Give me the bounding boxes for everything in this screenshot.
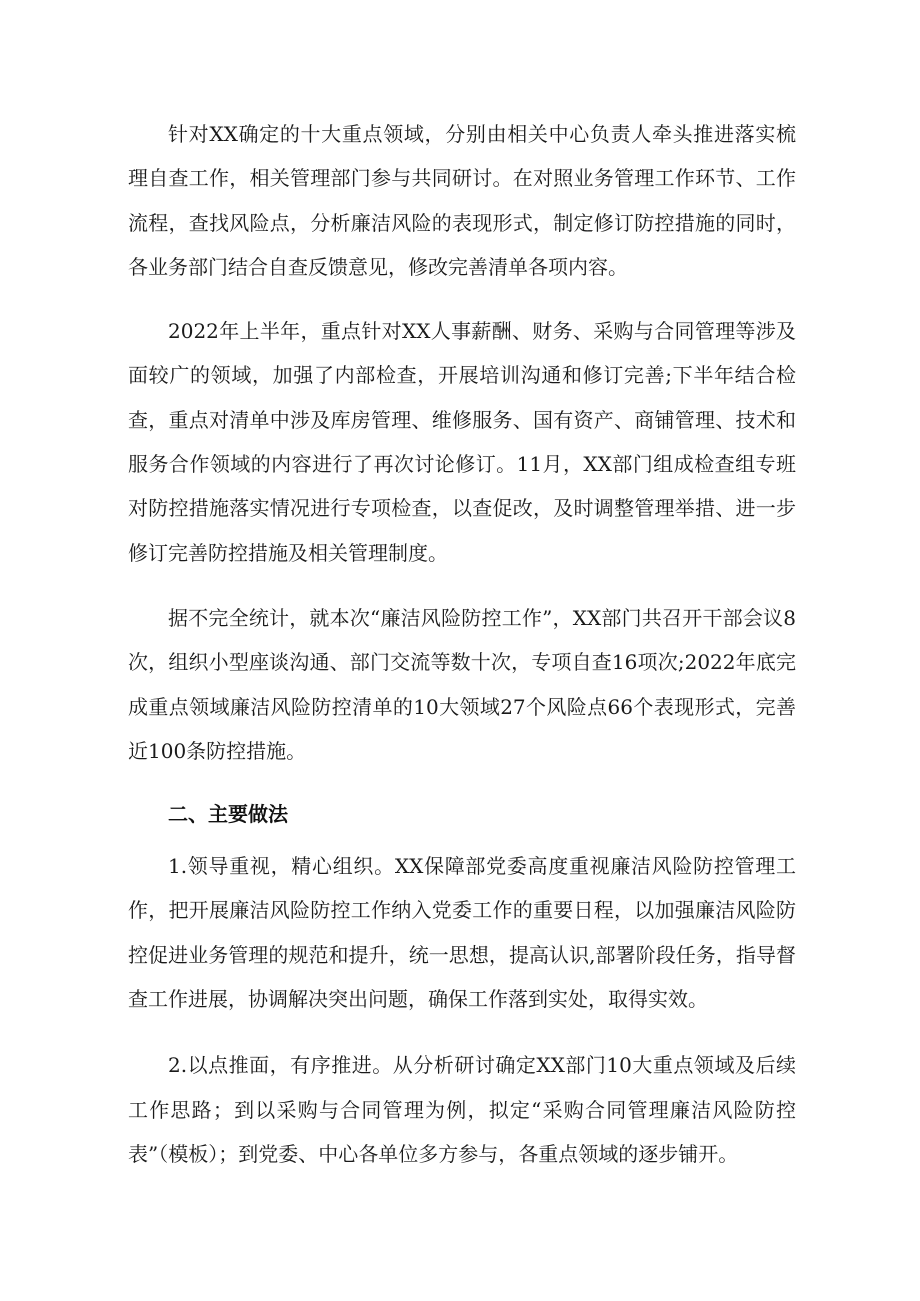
list-item-leadership: 1.领导重视，精心组织。XX保障部党委高度重视廉洁风险防控管理工作，把开展廉洁风险防控工作纳入党委工作的重要日程，以加强廉洁风险防控促进业务管理的规范和提升，统一思想，提高认识,部署阶段任务，指导督查工作进展，协调解决突出问题，确保工作落到实处，取得实效。 [128, 854, 796, 1012]
document-body [128, 112, 796, 1176]
list-item-progressive: 2.以点推面，有序推进。从分析研讨确定XX部门10大重点领域及后续工作思路；到以采购与合同管理为例，拟定“采购合同管理廉洁风险防控表”（模板）；到党委、中心各单位多方参与，各重点领域的逐步铺开。 [128, 1053, 796, 1166]
paragraph-2022-progress: 2022年上半年，重点针对XX人事薪酬、财务、采购与合同管理等涉及面较广的领域，加强了内部检查，开展培训沟通和修订完善;下半年结合检查，重点对清单中涉及库房管理、维修服务、国有资产、商铺管理、技术和服务合作领域的内容进行了再次讨论修订。11月，XX部门组成检查组专班对防控措施落实情况进行专项检查，以查促改，及时调整管理举措、进一步修订完善防控措施及相关管理制度。 [128, 319, 796, 565]
section-heading: 二、主要做法 [168, 802, 288, 827]
paragraph-review-work: 针对XX确定的十大重点领域，分别由相关中心负责人牵头推进落实梳理自查工作，相关管理部门参与共同研讨。在对照业务管理工作环节、工作流程，查找风险点，分析廉洁风险的表现形式，制定修订防控措施的同时，各业务部门结合自查反馈意见，修改完善清单各项内容。 [128, 122, 796, 279]
paragraph-statistics: 据不完全统计，就本次“廉洁风险防控工作”，XX部门共召开干部会议8次，组织小型座谈沟通、部门交流等数十次，专项自查16项次;2022年底完成重点领域廉洁风险防控清单的10大领域27个风险点66个表现形式，完善近100条防控措施。 [128, 605, 796, 763]
